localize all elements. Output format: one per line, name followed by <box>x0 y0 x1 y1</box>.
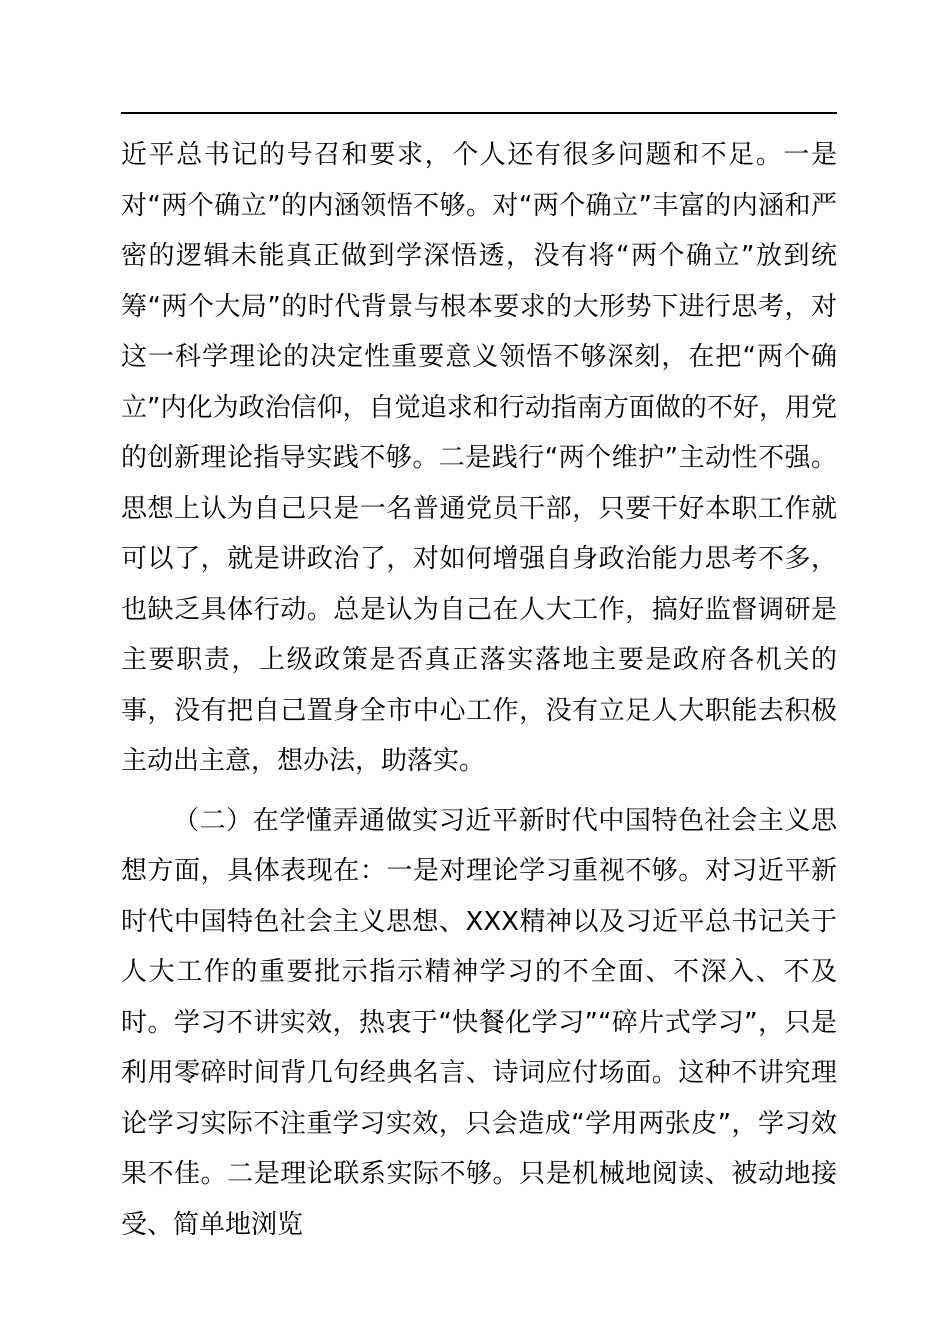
header-rule <box>121 112 837 114</box>
paragraph-section-two: （二）在学懂弄通做实习近平新时代中国特色社会主义思想方面，具体表现在：一是对理论学习重视不够。对习近平新时代中国特色社会主义思想、XXX精神以及习近平总书记关于人大工作的重要批示指示精神学习的不全面、不深入、不及时。学习不讲实效，热衷于“快餐化学习”“碎片式学习”，只是利用零碎时间背几句经典名言、诗词应付场面。这种不讲究理论学习实际不注重学习实效，只会造成“学用两张皮”，学习效果不佳。二是理论联系实际不够。只是机械地阅读、被动地接受、简单地浏览 <box>121 805 837 1240</box>
paragraph-continuation: 近平总书记的号召和要求，个人还有很多问题和不足。一是对“两个确立”的内涵领悟不够。对“两个确立”丰富的内涵和严密的逻辑未能真正做到学深悟透，没有将“两个确立”放到统筹“两个大局”的时代背景与根本要求的大形势下进行思考，对这一科学理论的决定性重要意义领悟不够深刻，在把“两个确立”内化为政治信仰，自觉追求和行动指南方面做的不好，用党的创新理论指导实践不够。二是践行“两个维护”主动性不强。思想上认为自己只是一名普通党员干部，只要干好本职工作就可以了，就是讲政治了，对如何增强自身政治能力思考不多，也缺乏具体行动。总是认为自己在人大工作，搞好监督调研是主要职责，上级政策是否真正落实落地主要是政府各机关的事，没有把自己置身全市中心工作，没有立足人大职能去积极主动出主意，想办法，助落实。 <box>121 140 837 776</box>
document-body <box>121 130 837 1250</box>
